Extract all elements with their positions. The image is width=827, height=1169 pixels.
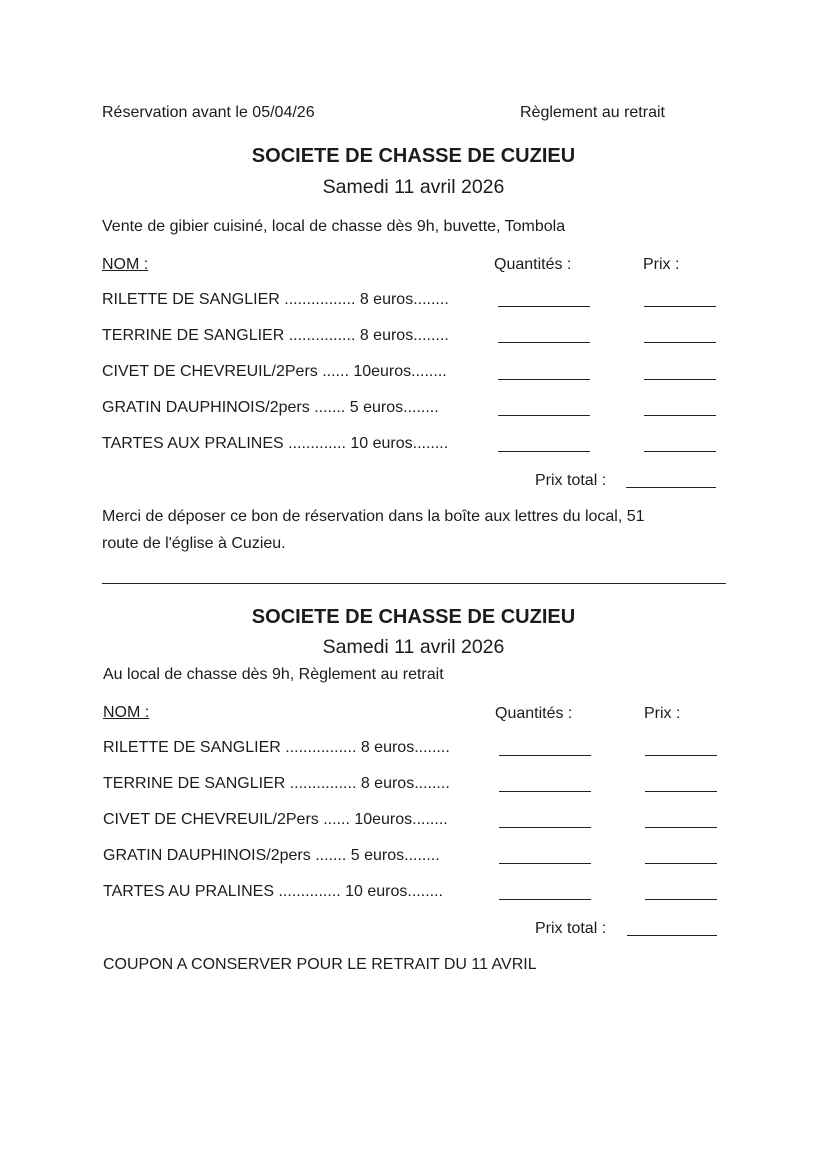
form2-price-field[interactable] bbox=[645, 755, 717, 756]
form2-price-field[interactable] bbox=[645, 827, 717, 828]
form2-total-field[interactable] bbox=[627, 935, 717, 936]
form1-price-header: Prix : bbox=[643, 256, 680, 273]
form1-note-line2: route de l'église à Cuzieu. bbox=[102, 535, 286, 552]
form1-item-label: TARTES AUX PRALINES ............. 10 euros........ bbox=[102, 435, 449, 452]
form2-item-label: TERRINE DE SANGLIER ............... 8 euros........ bbox=[103, 775, 450, 792]
form2-intro: Au local de chasse dès 9h, Règlement au retrait bbox=[103, 666, 444, 683]
form1-qty-field[interactable] bbox=[498, 379, 590, 380]
form1-item-label: TERRINE DE SANGLIER ............... 8 euros........ bbox=[102, 327, 449, 344]
form2-total-label: Prix total : bbox=[535, 920, 607, 937]
form1-item-label: GRATIN DAUPHINOIS/2pers ....... 5 euros........ bbox=[102, 399, 439, 416]
form2-price-field[interactable] bbox=[645, 899, 717, 900]
reservation-deadline: Réservation avant le 05/04/26 bbox=[102, 104, 315, 121]
form2-item-label: TARTES AU PRALINES .............. 10 euros........ bbox=[103, 883, 443, 900]
form2-qty-header: Quantités : bbox=[495, 705, 573, 722]
form1-qty-field[interactable] bbox=[498, 415, 590, 416]
form2-qty-field[interactable] bbox=[499, 827, 591, 828]
form1-price-field[interactable] bbox=[644, 415, 716, 416]
form1-price-field[interactable] bbox=[644, 306, 716, 307]
form1-nom-label: NOM : bbox=[102, 256, 149, 273]
form1-qty-field[interactable] bbox=[498, 451, 590, 452]
form2-item-label: CIVET DE CHEVREUIL/2Pers ...... 10euros........ bbox=[103, 811, 448, 828]
form1-item-label: RILETTE DE SANGLIER ................ 8 euros........ bbox=[102, 291, 449, 308]
form1-price-field[interactable] bbox=[644, 451, 716, 452]
form1-item-label: CIVET DE CHEVREUIL/2Pers ...... 10euros........ bbox=[102, 363, 447, 380]
form1-intro: Vente de gibier cuisiné, local de chasse dès 9h, buvette, Tombola bbox=[102, 218, 566, 235]
form2-item-label: GRATIN DAUPHINOIS/2pers ....... 5 euros........ bbox=[103, 847, 440, 864]
form1-note-line1: Merci de déposer ce bon de réservation dans la boîte aux lettres du local, 51 bbox=[102, 508, 645, 525]
form2-qty-field[interactable] bbox=[499, 863, 591, 864]
form1-qty-field[interactable] bbox=[498, 306, 590, 307]
form1-total-field[interactable] bbox=[626, 487, 716, 488]
form2-qty-field[interactable] bbox=[499, 791, 591, 792]
form2-price-field[interactable] bbox=[645, 863, 717, 864]
form2-footer: COUPON A CONSERVER POUR LE RETRAIT DU 11 AVRIL bbox=[103, 956, 537, 973]
payment-terms: Règlement au retrait bbox=[520, 104, 665, 121]
form2-qty-field[interactable] bbox=[499, 755, 591, 756]
form2-qty-field[interactable] bbox=[499, 899, 591, 900]
form2-price-header: Prix : bbox=[644, 705, 681, 722]
form2-item-label: RILETTE DE SANGLIER ................ 8 euros........ bbox=[103, 739, 450, 756]
form1-date: Samedi 11 avril 2026 bbox=[322, 176, 505, 198]
form1-total-label: Prix total : bbox=[535, 472, 607, 489]
form2-title: SOCIETE DE CHASSE DE CUZIEU bbox=[251, 606, 576, 628]
form2-nom-label: NOM : bbox=[103, 704, 150, 721]
form1-qty-header: Quantités : bbox=[494, 256, 572, 273]
form2-date: Samedi 11 avril 2026 bbox=[322, 636, 505, 658]
form1-qty-field[interactable] bbox=[498, 342, 590, 343]
form1-price-field[interactable] bbox=[644, 379, 716, 380]
form1-price-field[interactable] bbox=[644, 342, 716, 343]
form1-title: SOCIETE DE CHASSE DE CUZIEU bbox=[251, 145, 576, 167]
form2-price-field[interactable] bbox=[645, 791, 717, 792]
cut-divider bbox=[102, 583, 726, 584]
